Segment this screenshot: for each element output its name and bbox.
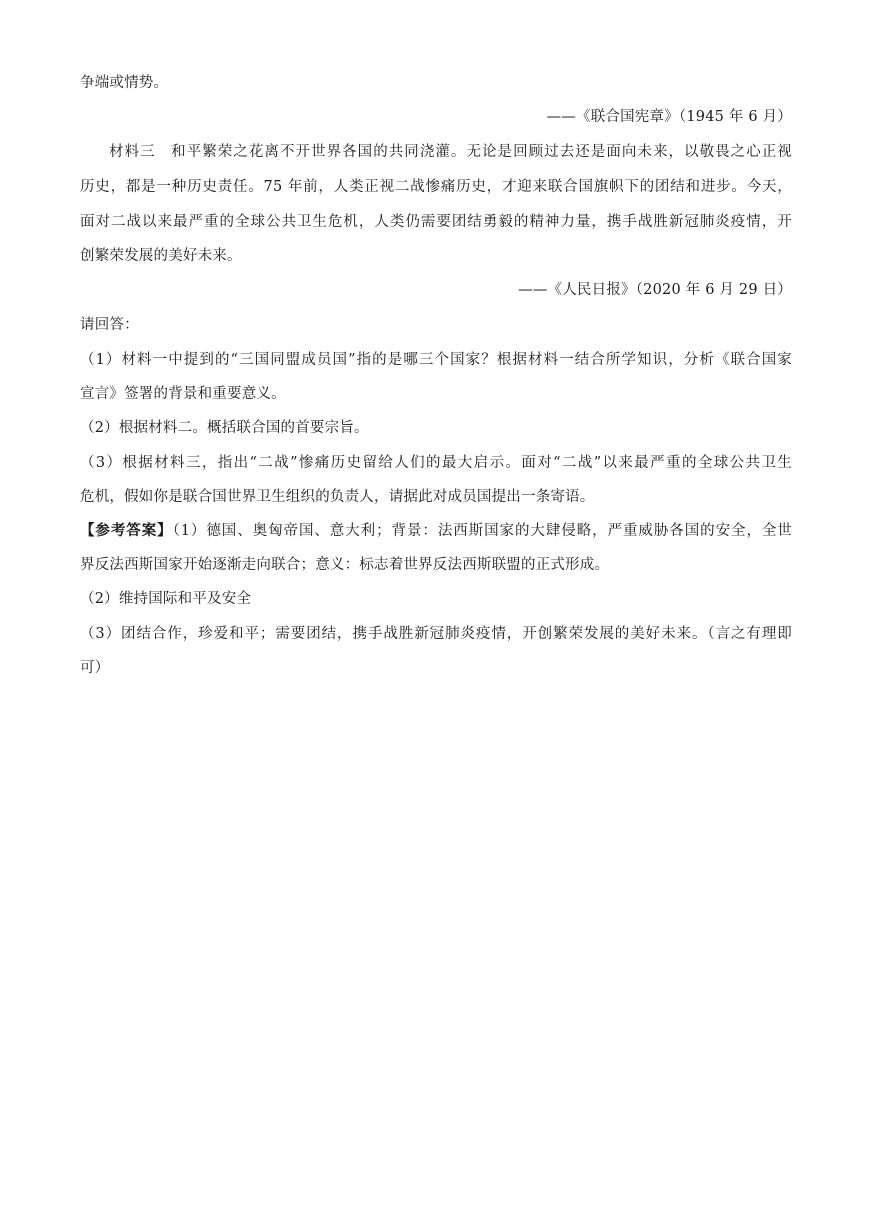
answer-one-line xyxy=(80,521,792,541)
material-three-line: 面对二战以来最严重的全球公共卫生危机，人类仍需要团结勇毅的精神力量，携手战胜新冠肺炎疫情，开 xyxy=(80,214,792,230)
prompt-text: 请回答： xyxy=(80,317,139,333)
answer-one-text: （1）德国、奥匈帝国、意大利；背景：法西斯国家的大肆侵略，严重威胁各国的安全，全世 xyxy=(172,523,793,539)
source-citation: ——《人民日报》（2020 年 6 月 29 日） xyxy=(518,282,792,298)
question-one: （1）材料一中提到的“三国同盟成员国”指的是哪三个国家？根据材料一结合所学知识，分析《联合国家 xyxy=(80,352,792,368)
material-three-line: 历史，都是一种历史责任。75 年前，人类正视二战惨痛历史，才迎来联合国旗帜下的团结和进步。今天， xyxy=(80,179,792,195)
question-three: 危机，假如你是联合国世界卫生组织的负责人，请据此对成员国提出一条寄语。 xyxy=(80,489,595,505)
answer-three: 可） xyxy=(80,660,110,676)
text-line: 争端或情势。 xyxy=(80,75,169,91)
answer-two: （2）维持国际和平及安全 xyxy=(80,591,252,607)
answer-three: （3）团结合作，珍爱和平；需要团结，携手战胜新冠肺炎疫情，开创繁荣发展的美好未来。（言之有理即 xyxy=(80,626,792,642)
answer-label: 【参考答案】 xyxy=(80,522,173,539)
material-three-line: 创繁荣发展的美好未来。 xyxy=(80,248,242,264)
material-three-line: 材料三 和平繁荣之花离不开世界各国的共同浇灌。无论是回顾过去还是面向未来，以敬畏之心正视 xyxy=(109,144,792,160)
source-citation: ——《联合国宪章》（1945 年 6 月） xyxy=(546,109,792,125)
answer-one-line: 界反法西斯国家开始逐渐走向联合；意义：标志着世界反法西斯联盟的正式形成。 xyxy=(80,557,610,573)
question-three: （3）根据材料三，指出“二战”惨痛历史留给人们的最大启示。面对“二战”以来最严重的全球公共卫生 xyxy=(80,455,792,471)
question-two: （2）根据材料二。概括联合国的首要宗旨。 xyxy=(80,420,369,436)
question-one: 宣言》签署的背景和重要意义。 xyxy=(80,386,286,402)
